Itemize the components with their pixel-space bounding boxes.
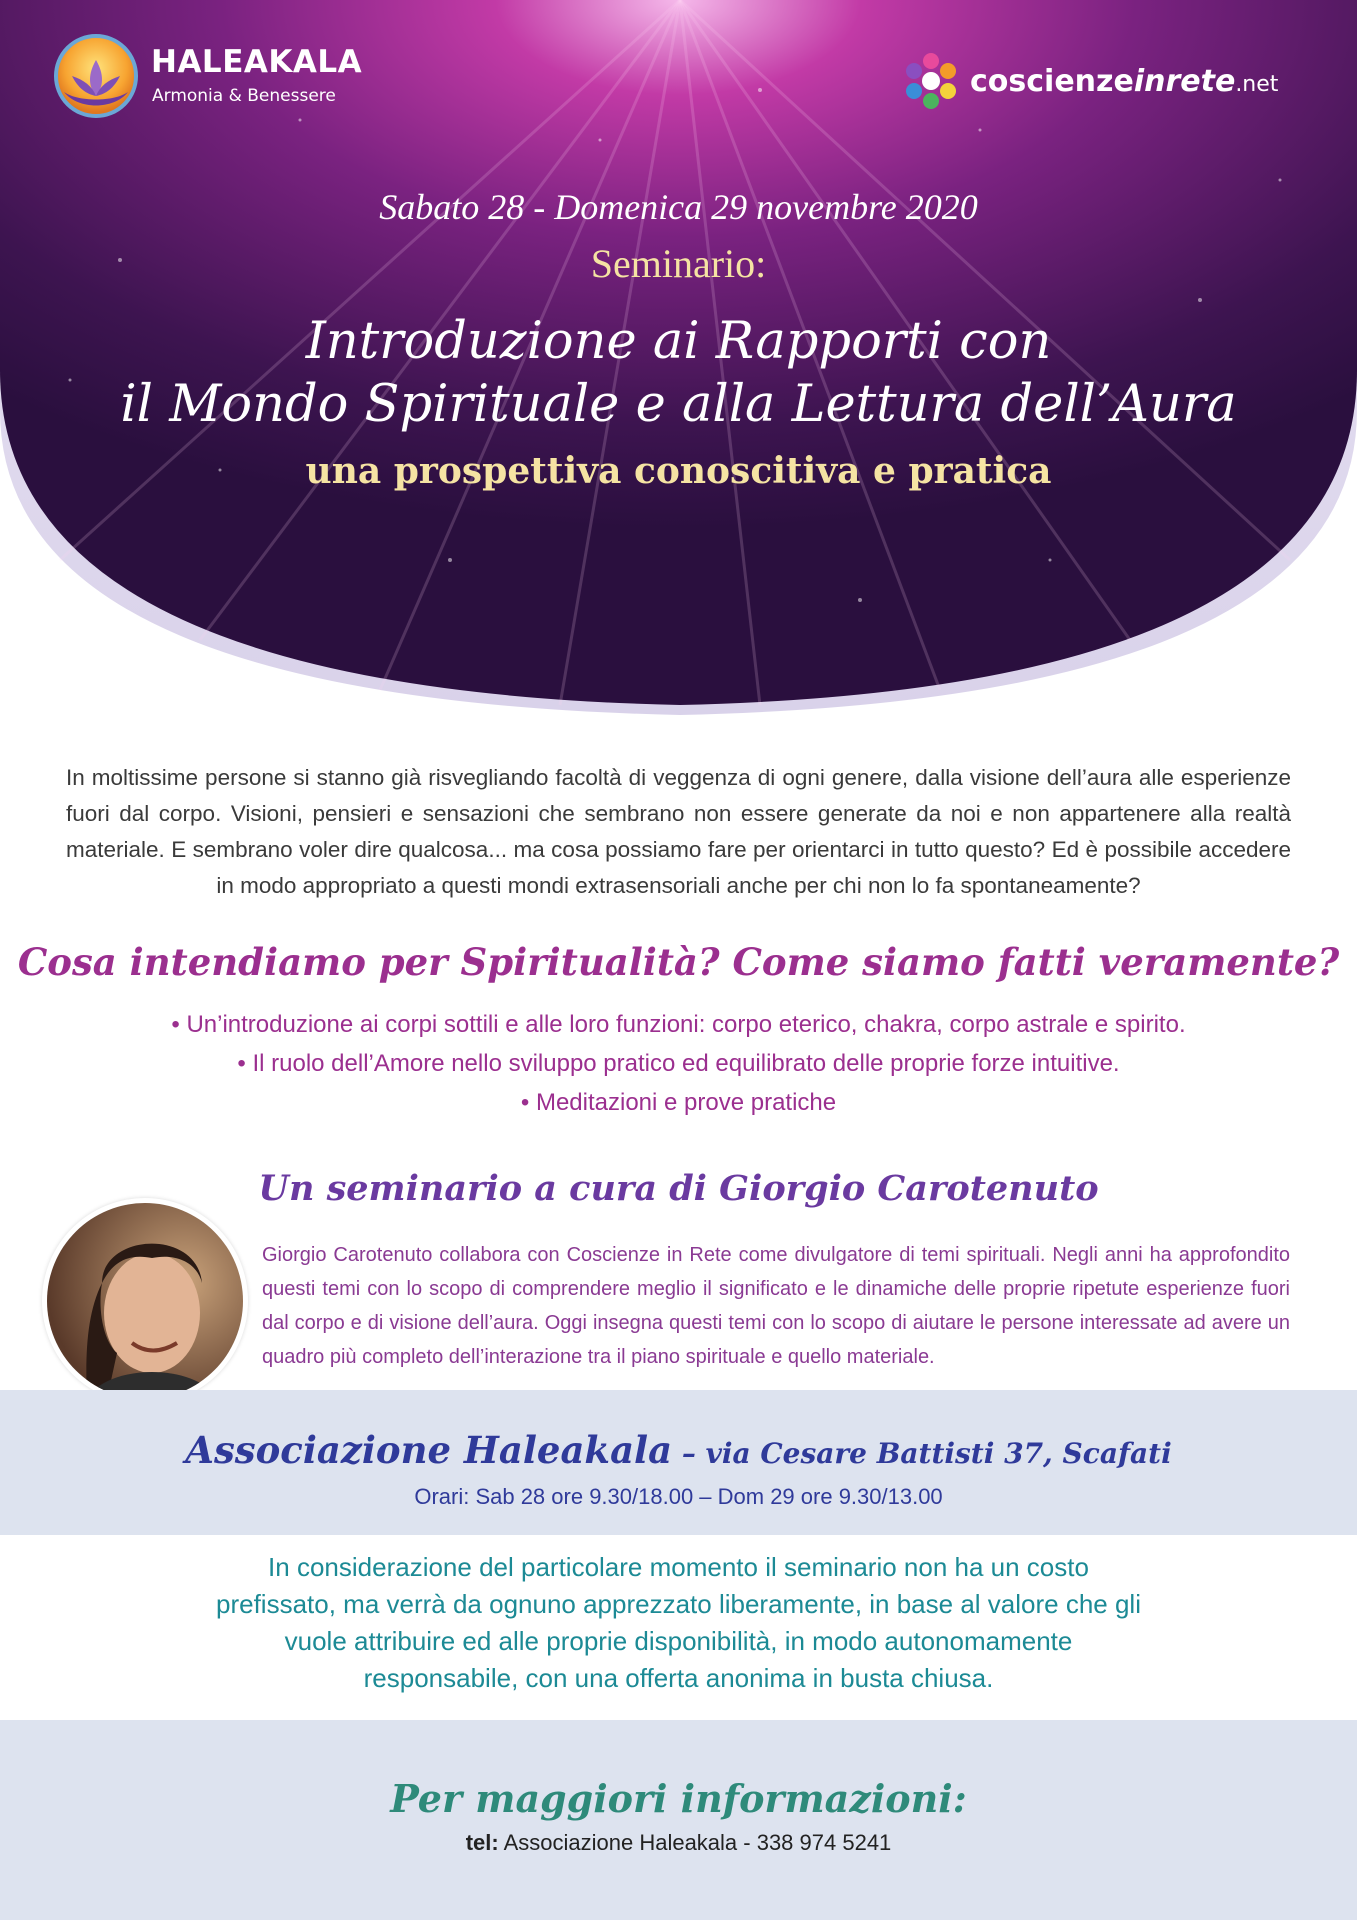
lotus-sun-icon [48,30,144,126]
venue-name: Associazione Haleakala [185,1428,673,1472]
venue-address: via Cesare Battisti 37, Scafati [705,1437,1172,1470]
event-subtitle: una prospettiva conoscitiva e pratica [305,450,1052,492]
contact-phone[interactable] [0,1830,1357,1856]
event-type-label: Seminario: [590,241,767,286]
phone-label: tel: [465,1830,499,1855]
title-line-2: il Mondo Spirituale e alla Lettura dell’Aura [120,375,1237,434]
event-title [0,310,1357,436]
bullet-item: • Meditazioni e prove pratiche [520,1089,837,1116]
cost-note-line: prefissato, ma verrà da ognuno apprezzato liberamente, in base al valore che gli [216,1589,1141,1619]
cost-note-line: vuole attribuire ed alle proprie disponibilità, in modo autonomamente [284,1626,1073,1656]
title-line-1: Introduzione ai Rapporti con [305,312,1052,371]
program-heading: Cosa intendiamo per Spiritualità? Come siamo fatti veramente? [17,940,1340,984]
bullet-item: • Un’introduzione ai corpi sottili e alle loro funzioni: corpo eterico, chakra, corpo astrale e spirito. [171,1011,1186,1038]
partner-site-name: coscienzeinrete.net [970,64,1279,99]
venue-hours: Orari: Sab 28 ore 9.30/18.00 – Dom 29 ore 9.30/13.00 [414,1484,943,1509]
haleakala-logo[interactable] [48,30,368,130]
portrait-image [47,1203,243,1399]
curator-heading: Un seminario a cura di Giorgio Carotenuto [258,1168,1099,1209]
curator-photo [42,1198,248,1404]
bullet-item: • Il ruolo dell’Amore nello sviluppo pratico ed equilibrato delle proprie forze intuitive. [237,1050,1120,1077]
brand-tagline: Armonia & Benessere [152,86,336,106]
phone-value: Associazione Haleakala - 338 974 5241 [498,1830,892,1855]
curator-bio: Giorgio Carotenuto collabora con Coscienze in Rete come divulgatore di temi spirituali. Negli anni ha approfondito questi temi con lo scopo di comprendere meglio il significato e le dinamiche delle proprie ripetute esperienze fuori dal corpo e di visione dell’aura. Oggi insegna questi temi con lo scopo di aiutare le persone interessate ad avere un quadro più completo dell’interazione tra il piano spirituale e quello materiale. [262,1244,1290,1368]
intro-paragraph: In moltissime persone si stanno già risvegliando facoltà di veggenza di ogni genere, dalla visione dell’aura alle esperienze fuori dal corpo. Visioni, pensieri e sensazioni che sembrano non essere generate da noi e non appartenere alla realtà materiale. E sembrano voler dire qualcosa... ma cosa possiamo fare per orientarci in tutto questo? Ed è possibile accedere in modo appropriato a questi mondi extrasensoriali anche per chi non lo fa spontaneamente? [66,765,1291,898]
cost-note-line: In considerazione del particolare momento il seminario non ha un costo [268,1552,1089,1582]
venue-line [0,1428,1357,1472]
program-bullets [0,1005,1357,1122]
contact-heading: Per maggiori informazioni: [390,1776,967,1821]
venue-separator: – [672,1437,706,1470]
brand-name: HALEAKALA [151,44,363,80]
cost-note-line: responsabile, con una offerta anonima in busta chiusa. [363,1663,994,1693]
coscienzeinrete-logo[interactable] [898,48,1328,128]
cost-note [130,1549,1227,1697]
flower-network-icon [898,48,964,114]
event-date: Sabato 28 - Domenica 29 novembre 2020 [379,187,978,227]
